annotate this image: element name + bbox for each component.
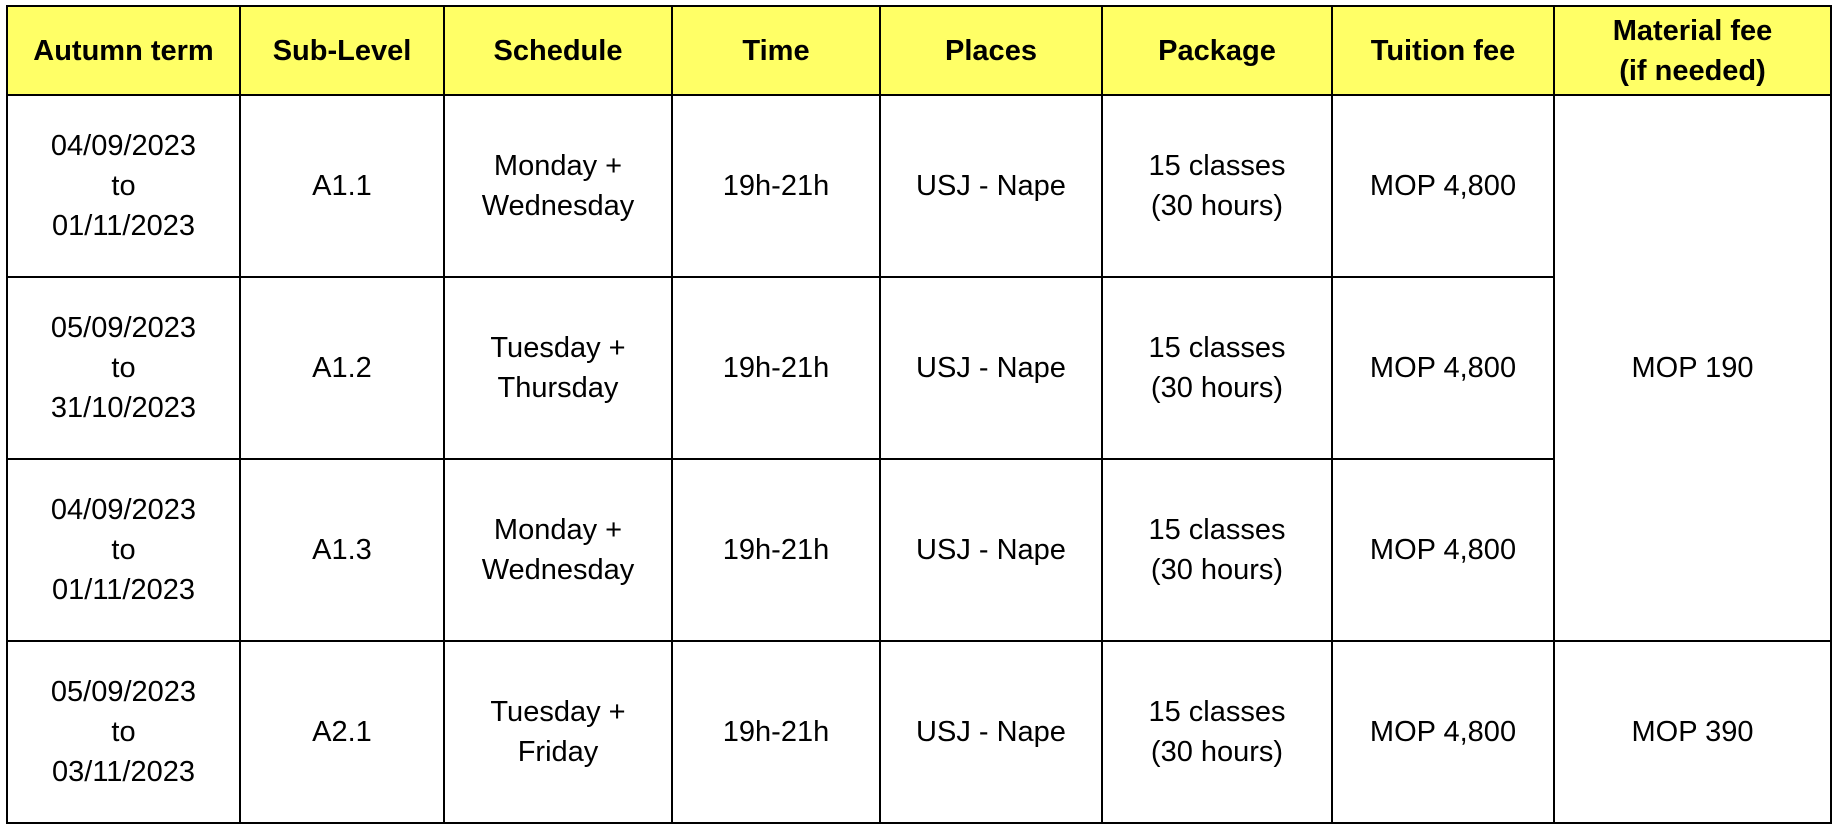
tuition-fee-cell: MOP 4,800 (1332, 277, 1554, 459)
header-time: Time (672, 6, 880, 95)
package-classes: 15 classes (1148, 696, 1286, 728)
package-hours: (30 hours) (1150, 372, 1284, 404)
schedule-cell (444, 277, 672, 459)
place-cell: USJ - Nape (880, 459, 1102, 641)
schedule-days-line1: Tuesday + (490, 696, 626, 728)
term-start-date: 04/09/2023 (50, 130, 197, 162)
tuition-fee-cell: MOP 4,800 (1332, 641, 1554, 823)
place-cell: USJ - Nape (880, 277, 1102, 459)
header-schedule: Schedule (444, 6, 672, 95)
term-to: to (111, 352, 136, 384)
term-to: to (111, 534, 136, 566)
time-cell: 19h-21h (672, 459, 880, 641)
sub-level-cell: A2.1 (240, 641, 444, 823)
schedule-days-line1: Monday + (493, 514, 623, 546)
term-to: to (111, 716, 136, 748)
material-fee-cell-a1: MOP 190 (1554, 95, 1831, 641)
sub-level-cell: A1.3 (240, 459, 444, 641)
time-cell: 19h-21h (672, 641, 880, 823)
header-row (7, 6, 1831, 95)
schedule-cell (444, 459, 672, 641)
term-cell (7, 277, 240, 459)
package-cell (1102, 277, 1332, 459)
term-cell (7, 459, 240, 641)
header-autumn-term: Autumn term (7, 6, 240, 95)
schedule-days-line2: Thursday (497, 372, 619, 404)
tuition-fee-cell: MOP 4,800 (1332, 459, 1554, 641)
place-cell: USJ - Nape (880, 95, 1102, 277)
schedule-cell (444, 95, 672, 277)
term-end-date: 01/11/2023 (52, 574, 195, 606)
package-classes: 15 classes (1148, 332, 1286, 364)
package-cell (1102, 95, 1332, 277)
time-cell: 19h-21h (672, 277, 880, 459)
tuition-fee-cell: MOP 4,800 (1332, 95, 1554, 277)
header-material-fee-line1: Material fee (1612, 14, 1773, 47)
package-classes: 15 classes (1148, 514, 1286, 546)
table-row (7, 641, 1831, 823)
term-start-date: 05/09/2023 (50, 312, 197, 344)
schedule-days-line1: Tuesday + (490, 332, 626, 364)
package-cell (1102, 641, 1332, 823)
table-row (7, 95, 1831, 277)
package-classes: 15 classes (1148, 150, 1286, 182)
term-end-date: 01/11/2023 (52, 210, 195, 242)
place-cell: USJ - Nape (880, 641, 1102, 823)
term-cell (7, 641, 240, 823)
term-end-date: 03/11/2023 (52, 756, 195, 788)
schedule-cell (444, 641, 672, 823)
schedule-days-line1: Monday + (493, 150, 623, 182)
sub-level-cell: A1.1 (240, 95, 444, 277)
term-start-date: 04/09/2023 (50, 494, 197, 526)
package-hours: (30 hours) (1150, 190, 1284, 222)
package-hours: (30 hours) (1150, 554, 1284, 586)
course-schedule-table (6, 5, 1832, 824)
material-fee-cell-a2: MOP 390 (1554, 641, 1831, 823)
term-to: to (111, 170, 136, 202)
schedule-days-line2: Friday (517, 736, 599, 768)
header-sub-level: Sub-Level (240, 6, 444, 95)
header-tuition-fee: Tuition fee (1332, 6, 1554, 95)
header-material-fee-line2: (if needed) (1619, 54, 1766, 87)
header-material-fee (1554, 6, 1831, 95)
term-start-date: 05/09/2023 (50, 676, 197, 708)
time-cell: 19h-21h (672, 95, 880, 277)
sub-level-cell: A1.2 (240, 277, 444, 459)
term-cell (7, 95, 240, 277)
term-end-date: 31/10/2023 (50, 392, 197, 424)
header-places: Places (880, 6, 1102, 95)
schedule-days-line2: Wednesday (481, 554, 635, 586)
package-hours: (30 hours) (1150, 736, 1284, 768)
header-package: Package (1102, 6, 1332, 95)
schedule-days-line2: Wednesday (481, 190, 635, 222)
package-cell (1102, 459, 1332, 641)
